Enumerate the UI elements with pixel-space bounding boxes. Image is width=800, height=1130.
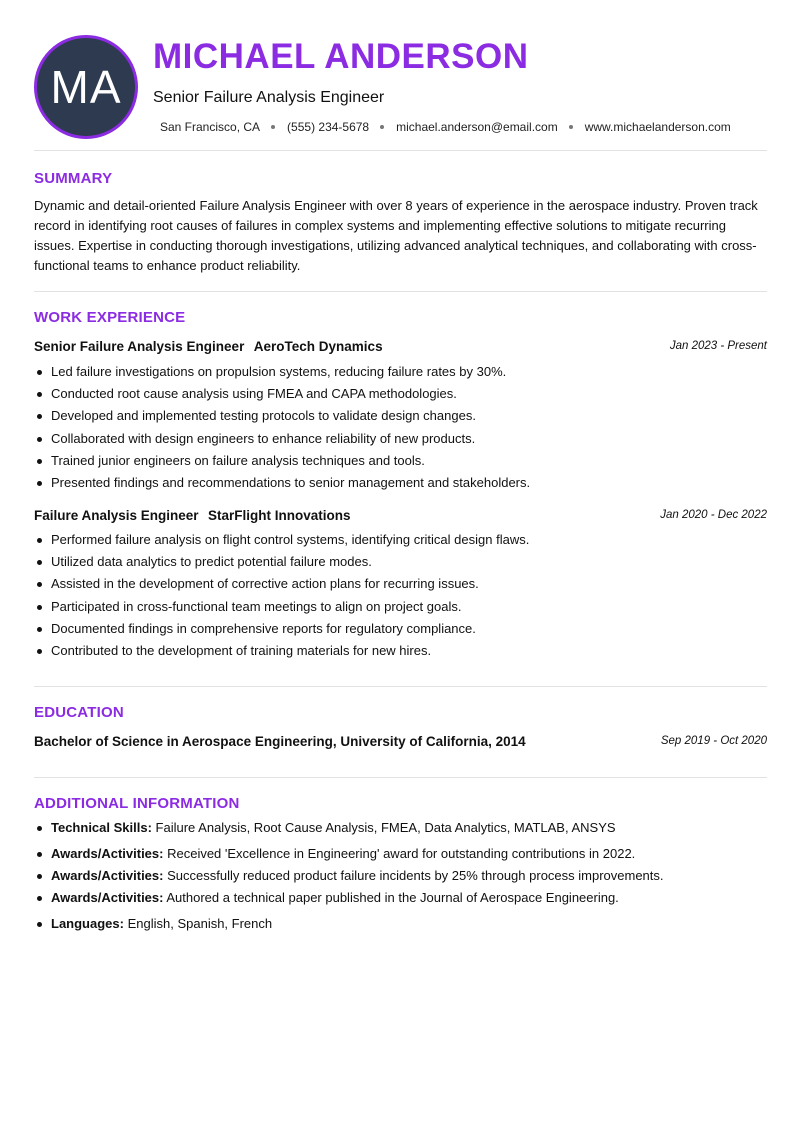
divider <box>34 686 767 687</box>
job-dates: Jan 2023 - Present <box>669 340 767 352</box>
list-item: Documented findings in comprehensive reports for regulatory compliance. <box>34 618 767 640</box>
job-dates: Jan 2020 - Dec 2022 <box>660 509 767 521</box>
avatar-initials: MA <box>50 61 122 113</box>
info-text: Successfully reduced product failure incidents by 25% through process improvements. <box>167 868 664 883</box>
list-item: Participated in cross-functional team meetings to align on project goals. <box>34 596 767 618</box>
list-item <box>34 890 767 916</box>
job-bullets <box>34 529 767 662</box>
info-label: Awards/Activities: <box>51 868 164 883</box>
divider <box>34 777 767 778</box>
list-item: Assisted in the development of corrective action plans for recurring issues. <box>34 573 767 595</box>
list-item: Utilized data analytics to predict potential failure modes. <box>34 551 767 573</box>
education-entry <box>34 733 767 753</box>
info-label: Languages: <box>51 916 124 931</box>
list-item: Trained junior engineers on failure analysis techniques and tools. <box>34 450 767 472</box>
contact-location: San Francisco, CA <box>160 120 261 134</box>
job-company: StarFlight Innovations <box>208 508 351 523</box>
contact-line <box>160 120 731 134</box>
list-item <box>34 916 767 938</box>
list-item <box>34 820 767 846</box>
divider <box>34 150 767 151</box>
job-header <box>34 507 767 527</box>
contact-website[interactable]: www.michaelanderson.com <box>584 120 731 134</box>
job-role: Failure Analysis Engineer <box>34 508 199 523</box>
info-text: English, Spanish, French <box>127 916 273 931</box>
list-item: Developed and implemented testing protocols to validate design changes. <box>34 405 767 427</box>
education-heading: EDUCATION <box>34 704 124 721</box>
avatar <box>34 35 138 139</box>
additional-info-list <box>34 820 767 938</box>
info-text: Received 'Excellence in Engineering' award for outstanding contributions in 2022. <box>167 846 636 861</box>
list-item: Presented findings and recommendations to senior management and stakeholders. <box>34 472 767 494</box>
separator-dot-icon <box>569 125 573 129</box>
additional-info-heading: ADDITIONAL INFORMATION <box>34 795 240 812</box>
info-label: Awards/Activities: <box>51 846 164 861</box>
divider <box>34 291 767 292</box>
list-item <box>34 846 767 868</box>
info-label: Technical Skills: <box>51 820 152 835</box>
info-text: Authored a technical paper published in the Journal of Aerospace Engineering. <box>166 890 619 905</box>
job-company: AeroTech Dynamics <box>253 339 383 354</box>
summary-text: Dynamic and detail-oriented Failure Analysis Engineer with over 8 years of experience in the aerospace industry. Proven track record in identifying root causes of failures in complex systems and implementing effective solutions to mitigate recurring issues. Expertise in conducting thorough investigations, utilizing advanced analytical techniques, and collaborating with cross-functional teams to enhance product reliability. <box>34 198 758 273</box>
list-item: Collaborated with design engineers to enhance reliability of new products. <box>34 428 767 450</box>
info-text: Failure Analysis, Root Cause Analysis, FMEA, Data Analytics, MATLAB, ANSYS <box>155 820 616 835</box>
list-item: Conducted root cause analysis using FMEA and CAPA methodologies. <box>34 383 767 405</box>
separator-dot-icon <box>380 125 384 129</box>
list-item <box>34 868 767 890</box>
list-item: Led failure investigations on propulsion systems, reducing failure rates by 30%. <box>34 361 767 383</box>
work-experience-heading: WORK EXPERIENCE <box>34 309 186 326</box>
education-degree: Bachelor of Science in Aerospace Engineering, University of California, 2014 <box>34 734 526 749</box>
info-label: Awards/Activities: <box>51 890 164 905</box>
candidate-name: MICHAEL ANDERSON <box>153 37 529 76</box>
education-dates: Sep 2019 - Oct 2020 <box>660 735 767 747</box>
list-item: Performed failure analysis on flight control systems, identifying critical design flaws. <box>34 529 767 551</box>
contact-email[interactable]: michael.anderson@email.com <box>396 120 558 134</box>
job-header <box>34 338 767 358</box>
job-role: Senior Failure Analysis Engineer <box>34 339 245 354</box>
separator-dot-icon <box>271 125 275 129</box>
contact-phone[interactable]: (555) 234-5678 <box>287 120 370 134</box>
summary-heading: SUMMARY <box>34 170 113 187</box>
job-bullets <box>34 361 767 494</box>
job-title: Senior Failure Analysis Engineer <box>153 89 385 106</box>
list-item: Contributed to the development of training materials for new hires. <box>34 640 767 662</box>
